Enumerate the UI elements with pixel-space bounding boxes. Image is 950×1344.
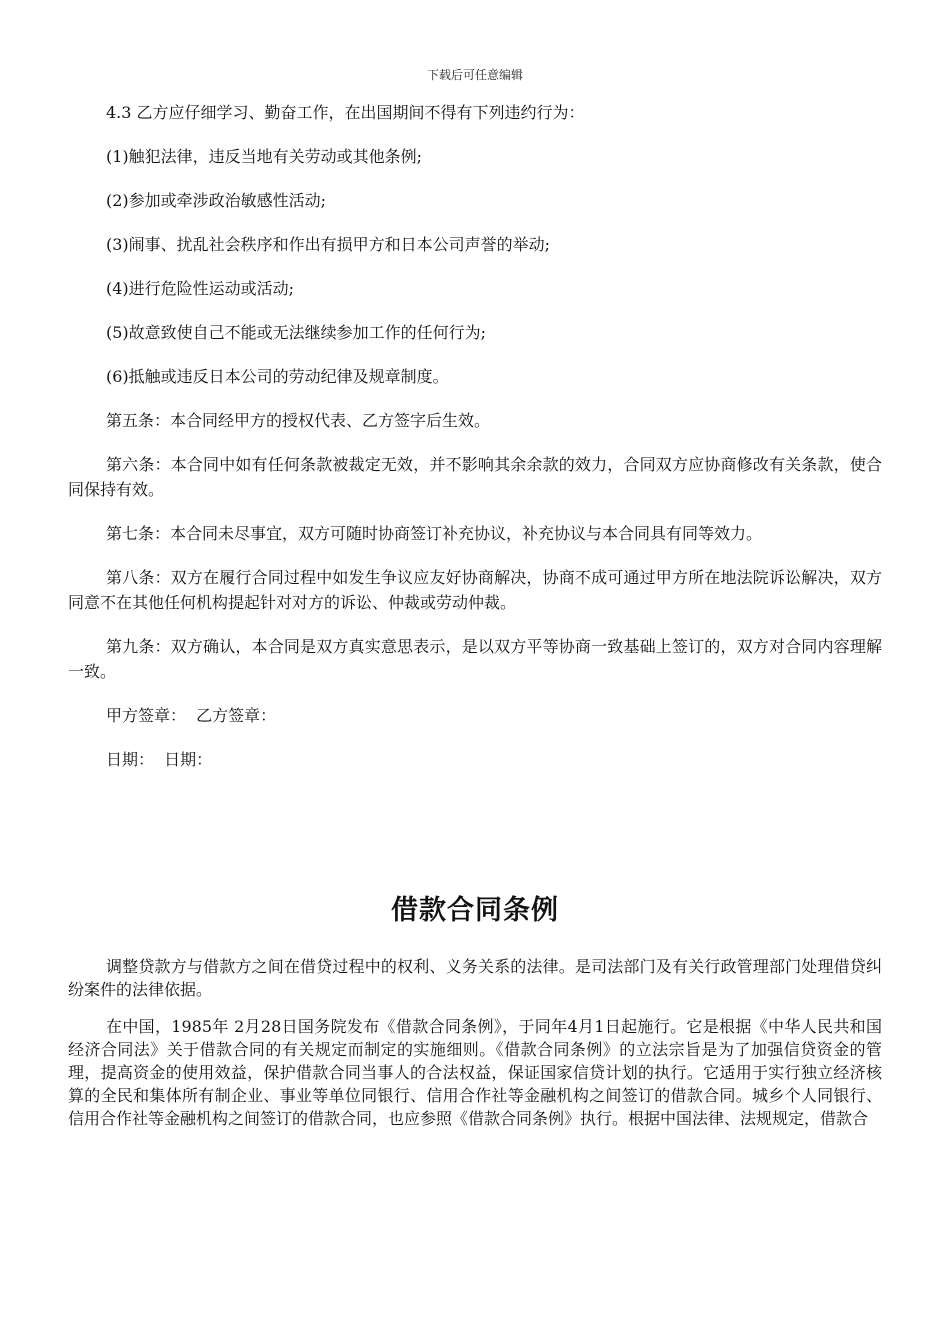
clause-4-3: 4.3 乙方应仔细学习、勤奋工作，在出国期间不得有下列违约行为：: [106, 103, 585, 122]
article-5: 第五条：本合同经甲方的授权代表、乙方签字后生效。: [106, 411, 491, 430]
violation-item-3: (3)闹事、扰乱社会秩序和作出有损甲方和日本公司声誉的举动;: [106, 235, 551, 254]
article-6: 第六条：本合同中如有任何条款被裁定无效，并不影响其余余款的效力，合同双方应协商修改有关条款，使合同保持有效。: [68, 455, 882, 499]
signature-date-line: 日期： 日期：: [106, 750, 213, 769]
violation-item-6: (6)抵触或违反日本公司的劳动纪律及规章制度。: [106, 367, 449, 386]
article-9: 第九条：双方确认，本合同是双方真实意思表示，是以双方平等协商一致基础上签订的，双方对合同内容理解一致。: [68, 637, 882, 681]
violation-item-2: (2)参加或牵涉政治敏感性活动;: [106, 191, 327, 210]
article-7: 第七条：本合同未尽事宜，双方可随时协商签订补充协议，补充协议与本合同具有同等效力。: [106, 524, 763, 543]
violation-item-4: (4)进行危险性运动或活动;: [106, 279, 295, 298]
article-title: 借款合同条例: [391, 895, 559, 926]
violation-item-1: (1)触犯法律，违反当地有关劳动或其他条例;: [106, 147, 423, 166]
page-header-note: 下载后可任意编辑: [426, 68, 523, 82]
article-8: 第八条：双方在履行合同过程中如发生争议应友好协商解决，协商不成可通过甲方所在地法院诉讼解决，双方同意不在其他任何机构提起针对对方的诉讼、仲裁或劳动仲裁。: [68, 568, 882, 612]
signature-seal-line: 甲方签章： 乙方签章：: [106, 706, 277, 725]
section-gap: [68, 791, 882, 891]
article-paragraph-1: 调整贷款方与借款方之间在借贷过程中的权利、义务关系的法律。是司法部门及有关行政管理部门处理借贷纠纷案件的法律依据。: [68, 957, 882, 999]
violation-item-5: (5)故意致使自己不能或无法继续参加工作的任何行为;: [106, 323, 487, 342]
document-body: [68, 100, 882, 1144]
article-paragraph-2: 在中国，1985年 2月28日国务院发布《借款合同条例》，于同年4月1日起施行。它是根据《中华人民共和国经济合同法》关于借款合同的有关规定而制定的实施细则。《借款合同条例》的立法宗旨是为了加强信贷资金的管理，提高资金的使用效益，保护借款合同当事人的合法权益，保证国家信贷计划的执行。它适用于实行独立经济核算的全民和集体所有制企业、事业等单位同银行、信用合作社等金融机构之间签订的借款合同。城乡个人同银行、信用合作社等金融机构之间签订的借款合同，也应参照《借款合同条例》执行。根据中国法律、法规规定，借款合: [68, 1017, 882, 1128]
